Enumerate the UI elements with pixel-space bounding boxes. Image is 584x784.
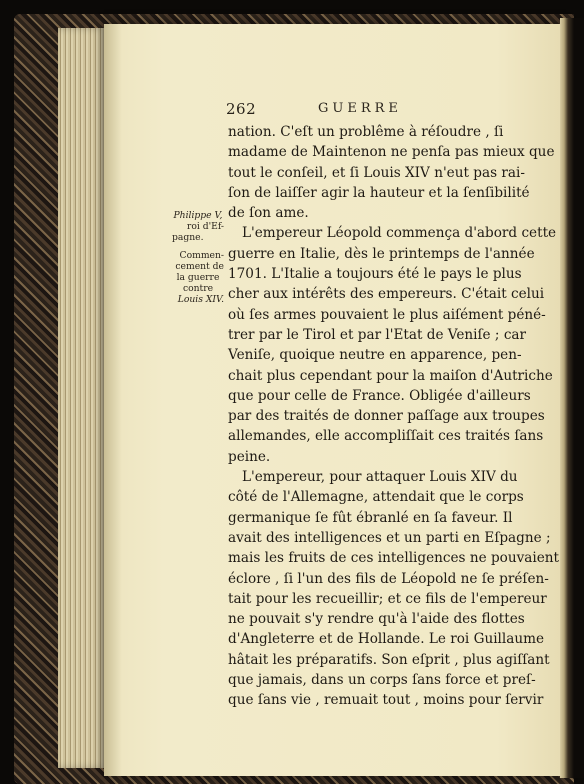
- margin-note-line: la guerre: [176, 272, 220, 283]
- running-title: GUERRE: [318, 101, 402, 116]
- text-line: éclore , ſi l'un des fils de Léopold ne ſe préſen-: [228, 570, 549, 587]
- margin-note-commencement: [172, 250, 224, 305]
- text-line: trer par le Tirol et par l'Etat de Veniſe ; car: [228, 326, 527, 343]
- margin-note-line: pagne.: [172, 232, 204, 243]
- text-line: germanique ſe fût ébranlé en ſa faveur. Il: [228, 509, 513, 526]
- text-line: hâtait les préparatifs. Son eſprit , plus agiſſant: [228, 651, 550, 668]
- page-edges: [58, 28, 108, 768]
- text-line: madame de Maintenon ne penſa pas mieux que: [228, 144, 555, 161]
- text-line: Veniſe, quoique neutre en apparence, pen-: [228, 347, 522, 364]
- margin-note-line: Commen-: [179, 250, 224, 261]
- text-line: côté de l'Allemagne, attendait que le corps: [228, 489, 524, 506]
- text-line: d'Angleterre et de Hollande. Le roi Guillaume: [228, 631, 545, 648]
- text-line: que jamais, dans un corps ſans force et preſ-: [228, 672, 536, 689]
- body-text: [228, 122, 560, 711]
- margin-note-line: Philippe V,: [173, 210, 223, 221]
- text-line: allemandes, elle accompliſſait ces traités ſans: [228, 428, 544, 445]
- text-line: L'empereur, pour attaquer Louis XIV du: [242, 469, 518, 486]
- text-line: ne pouvait s'y rendre qu'à l'aide des flottes: [228, 611, 525, 628]
- margin-note-line: cement de: [175, 261, 224, 272]
- text-line: tait pour les recueillir; et ce fils de l'empereur: [228, 590, 547, 607]
- text-line: mais les fruits de ces intelligences ne pouvaient: [228, 550, 560, 567]
- text-line: par des traités de donner paſſage aux troupes: [228, 408, 545, 425]
- margin-note-line: roi d'Ef-: [186, 221, 224, 232]
- margin-note-philippe: [172, 210, 224, 243]
- page-gutter: [560, 18, 584, 778]
- text-line: cher aux intérêts des empereurs. C'était celui: [228, 286, 545, 303]
- running-head: [226, 100, 566, 120]
- text-line: ſon de laiſſer agir la hauteur et la ſenſibilité: [228, 184, 530, 201]
- page-number: 262: [226, 100, 257, 118]
- text-line: tout le conſeil, et ſi Louis XIV n'eut pas rai-: [228, 164, 525, 181]
- margin-note-line: contre: [182, 283, 214, 294]
- text-line: où ſes armes pouvaient le plus aiſément péné-: [228, 306, 546, 323]
- text-line: chait plus cependant pour la maiſon d'Autriche: [228, 367, 553, 384]
- text-line: L'empereur Léopold commença d'abord cette: [242, 225, 557, 242]
- margin-note-line: Louis XIV.: [177, 294, 224, 305]
- text-line: guerre en Italie, dès le printemps de l'année: [228, 245, 535, 262]
- text-line: que pour celle de France. Obligée d'ailleurs: [228, 387, 531, 404]
- text-line: de ſon ame.: [228, 205, 309, 222]
- text-line: nation. C'eſt un problême à réſoudre , ſi: [228, 124, 504, 140]
- text-line: 1701. L'Italie a toujours été le pays le plus: [228, 266, 522, 283]
- text-line: peine.: [228, 448, 271, 465]
- text-line: que ſans vie , remuait tout , moins pour ſervir: [228, 692, 544, 709]
- text-line: avait des intelligences et un parti en Eſpagne ;: [228, 529, 551, 546]
